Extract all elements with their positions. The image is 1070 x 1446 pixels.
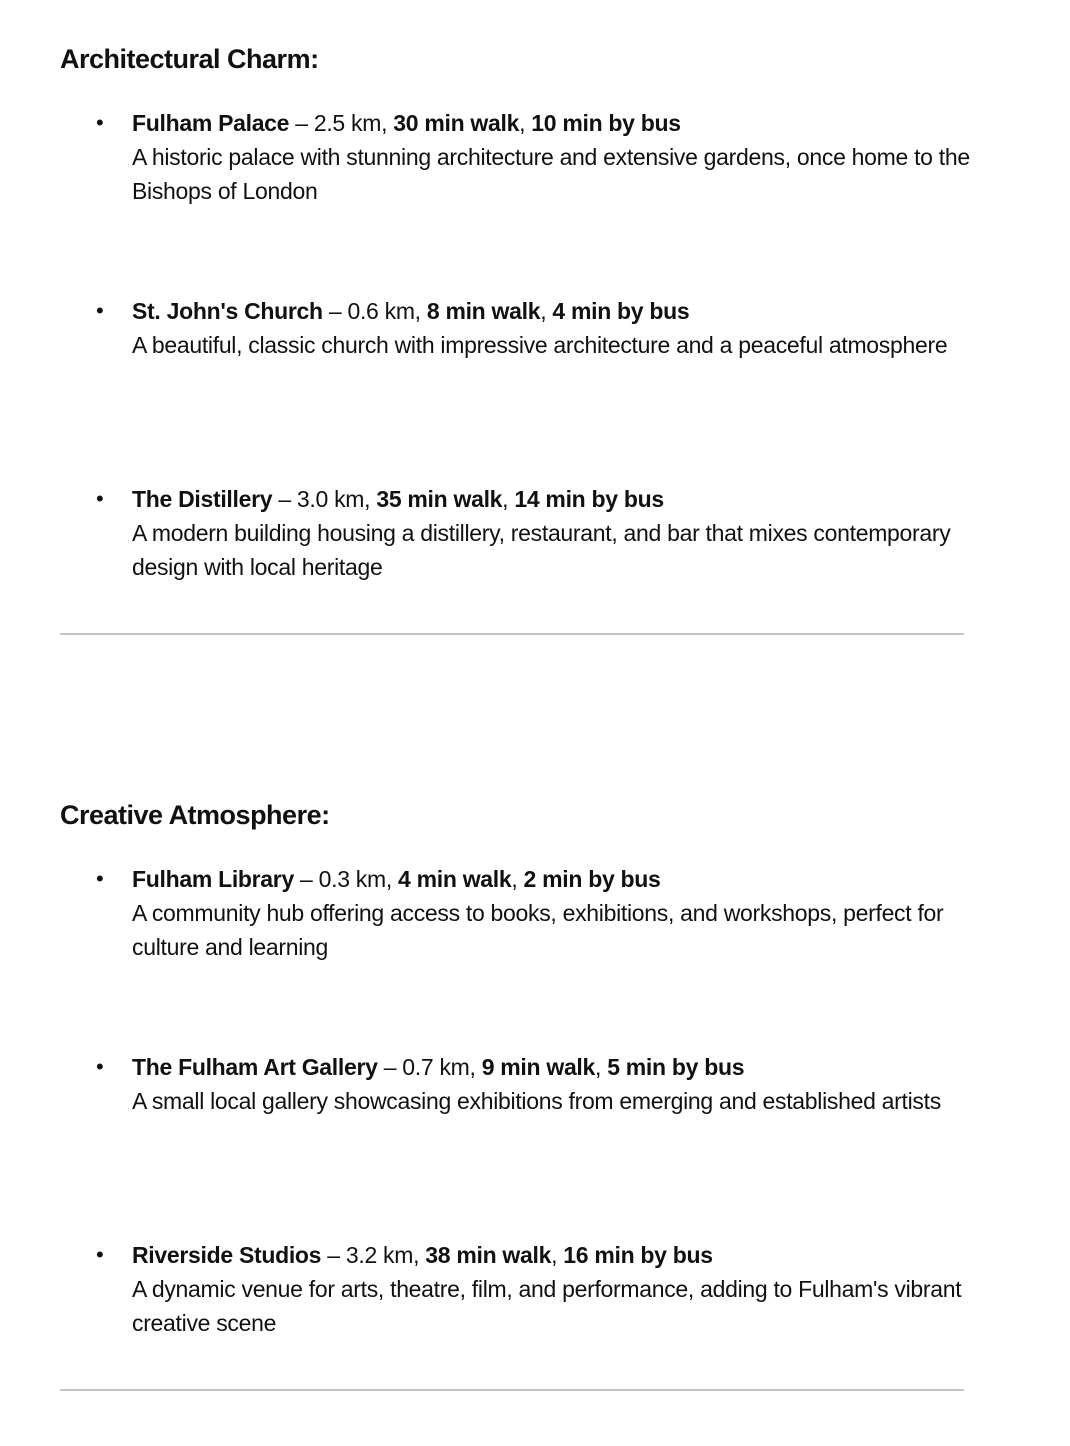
bus-time: 5 min by bus [607, 1054, 745, 1080]
separator: , [519, 110, 532, 136]
place-distance: – 0.6 km, [322, 298, 427, 324]
place-header [132, 1050, 972, 1084]
place-description: A beautiful, classic church with impressive architecture and a peaceful atmosphere [132, 332, 948, 358]
separator: , [511, 866, 524, 892]
place-name: Fulham Library [132, 866, 294, 892]
walk-time: 8 min walk [426, 298, 541, 324]
place-header [132, 294, 972, 328]
list-item [96, 294, 972, 362]
bus-time: 16 min by bus [563, 1242, 713, 1268]
section-architectural-charm [60, 42, 970, 638]
bullet-icon: • [96, 1242, 104, 1267]
place-name: The Fulham Art Gallery [132, 1054, 378, 1080]
bus-time: 2 min by bus [523, 866, 661, 892]
separator: , [595, 1054, 608, 1080]
bullet-icon: • [96, 110, 104, 135]
place-header [132, 1238, 972, 1272]
bus-time: 10 min by bus [531, 110, 681, 136]
place-description: A community hub offering access to books, exhibitions, and workshops, perfect for culture and learning [132, 900, 944, 960]
walk-time: 35 min walk [376, 486, 503, 512]
bus-time: 14 min by bus [514, 486, 664, 512]
list-item [96, 1050, 972, 1118]
place-description: A historic palace with stunning architecture and extensive gardens, once home to the Bishops of London [132, 144, 970, 204]
list-item [96, 862, 972, 964]
walk-time: 9 min walk [481, 1054, 596, 1080]
section-heading: Creative Atmosphere: [60, 800, 330, 830]
place-distance: – 3.0 km, [272, 486, 377, 512]
place-name: Fulham Palace [132, 110, 290, 136]
walk-time: 38 min walk [425, 1242, 552, 1268]
place-header [132, 106, 972, 140]
place-name: St. John's Church [132, 298, 323, 324]
place-header [132, 862, 972, 896]
list-item [96, 482, 972, 584]
bullet-icon: • [96, 298, 104, 323]
place-distance: – 0.3 km, [293, 866, 399, 892]
bullet-icon: • [96, 866, 104, 891]
walk-time: 4 min walk [398, 866, 512, 892]
place-description: A small local gallery showcasing exhibitions from emerging and established artists [132, 1088, 941, 1114]
place-header [132, 482, 972, 516]
bullet-icon: • [96, 486, 104, 511]
separator: , [551, 1242, 564, 1268]
place-description: A modern building housing a distillery, restaurant, and bar that mixes contemporary design with local heritage [132, 520, 951, 580]
section-divider [60, 1389, 964, 1391]
place-name: The Distillery [132, 486, 273, 512]
separator: , [502, 486, 515, 512]
list-item [96, 1238, 972, 1340]
section-creative-atmosphere [60, 798, 964, 1398]
walk-time: 30 min walk [393, 110, 520, 136]
place-name: Riverside Studios [132, 1242, 322, 1268]
section-divider [60, 633, 964, 635]
place-distance: – 0.7 km, [377, 1054, 482, 1080]
place-distance: – 2.5 km, [289, 110, 394, 136]
list-item [96, 106, 972, 208]
bullet-icon: • [96, 1054, 104, 1079]
section-heading: Architectural Charm: [60, 44, 319, 74]
separator: , [540, 298, 553, 324]
place-distance: – 3.2 km, [321, 1242, 426, 1268]
bus-time: 4 min by bus [552, 298, 690, 324]
place-description: A dynamic venue for arts, theatre, film, and performance, adding to Fulham's vibrant creative scene [132, 1276, 962, 1336]
